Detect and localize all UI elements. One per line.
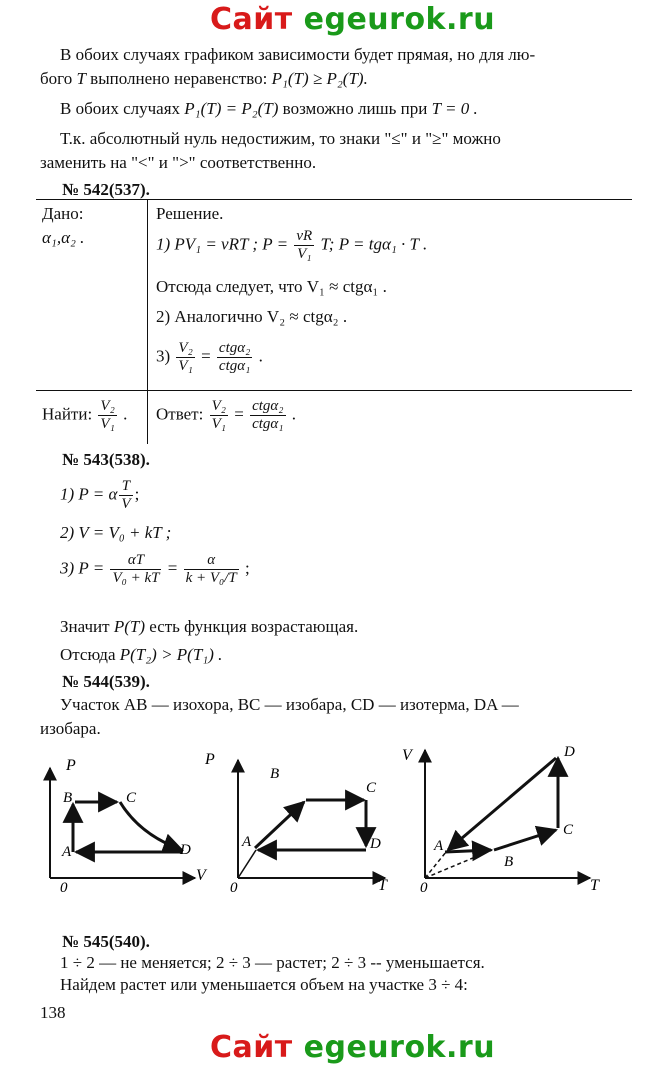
para1-line1: В обоих случаях графиком зависимости будет прямая, но для лю- — [60, 45, 536, 64]
graph1-y-label: P — [66, 757, 76, 774]
p544-line2: изобара. — [40, 719, 101, 738]
p544-graphs — [30, 740, 630, 910]
graph-2 — [204, 751, 388, 896]
para3-line2: заменить на "<" и ">" соответственно. — [40, 153, 317, 172]
graph-1 — [50, 757, 208, 896]
page-number: 138 — [40, 1003, 66, 1022]
graph3-ab — [445, 850, 491, 852]
graph2-y-label: P — [205, 751, 215, 768]
graph2-point-a: A — [242, 834, 252, 850]
para1-line2: бого T выполнено неравенство: P₁(T) ≥ P₂(T). — [40, 69, 368, 88]
graph2-point-d: D — [370, 836, 381, 852]
site-footer: Сайт egeurok.ru — [210, 1030, 496, 1065]
p542-step-from: Отсюда следует, что V₁ ≈ ctgα₁ . — [156, 277, 387, 296]
graph3-point-d: D — [564, 744, 575, 760]
graph1-x-label: V — [196, 867, 206, 884]
graph1-point-d: D — [180, 842, 191, 858]
p543-line1: 1) P = α $\frac{T}{V}$ ; — [60, 478, 140, 512]
p543-title: № 543(538). — [62, 450, 150, 469]
para2: В обоих случаях P₁(T) = P₂(T) возможно лишь при T = 0 . — [60, 99, 478, 118]
p544-line1: Участок АВ — изохора, ВС — изобара, CD — изотерма, DA — — [60, 695, 519, 714]
p542-top-rule — [36, 199, 632, 200]
graph1-point-a: A — [62, 844, 72, 860]
graph3-origin: 0 — [420, 880, 428, 896]
p542-step2: 2) Аналогично V₂ ≈ ctgα₂ . — [156, 307, 348, 326]
graph1-point-c: C — [126, 790, 137, 806]
graph1-point-b: B — [63, 790, 73, 806]
p545-line1: 1 ÷ 2 — не меняется; 2 ÷ 3 — растет; 2 ÷ 3 -- уменьшается. — [60, 953, 485, 972]
graph3-dash-a — [425, 852, 446, 878]
p542-solution-label: Решение. — [156, 204, 224, 223]
graph3-bc — [494, 830, 556, 850]
para3-line1: Т.к. абсолютный нуль недостижим, то знаки "≤" и "≥" можно — [60, 129, 501, 148]
graph2-origin: 0 — [230, 880, 238, 896]
p542-answer: Ответ: $\frac{\text{V₂}}{\text{V₁}}$ = $\frac{\text{ctgα₂}}{\text{ctgα₁}}$ . — [156, 398, 296, 432]
p543-from: Отсюда P(T₂) > P(T₁) . — [60, 645, 223, 664]
graph3-point-b: B — [504, 854, 514, 870]
p544-title: № 544(539). — [62, 672, 150, 691]
p542-given-label: Дано: — [42, 204, 84, 223]
graph2-point-c: C — [366, 780, 377, 796]
graph3-y-label: V — [402, 747, 412, 764]
graph2-x-label: T — [378, 877, 387, 894]
graph1-origin: 0 — [60, 880, 68, 896]
graph2-origin-ray — [238, 850, 256, 878]
graph2-ab — [255, 802, 304, 848]
graph1-cd — [120, 802, 182, 850]
graph-3 — [402, 744, 600, 896]
p543-conclusion: Значит P(T) есть функция возрастающая. — [60, 617, 359, 636]
graph3-point-c: C — [563, 822, 574, 838]
p542-mid-rule — [36, 390, 632, 391]
p542-given-value: α₁,α₂ . — [42, 228, 85, 247]
p545-title: № 545(540). — [62, 932, 150, 951]
graph3-x-label: T — [590, 877, 599, 894]
p545-line2: Найдем растет или уменьшается объем на участке 3 ÷ 4: — [60, 975, 468, 994]
p542-vertical-rule — [147, 199, 148, 444]
p542-title: № 542(537). — [62, 180, 150, 199]
graph3-point-a: A — [434, 838, 444, 854]
p543-line2: 2) V = V₀ + kT ; — [60, 523, 172, 542]
p543-line3: 3) P = $\frac{\alpha T}{\text{V₀ + kT}}$ = $\frac{\alpha}{\text{k + V₀/T}}$ ; — [60, 552, 250, 586]
graph3-dash-b — [425, 850, 492, 878]
p542-step3: 3) $\frac{\text{V₂}}{\text{V₁}}$ = $\frac{\text{ctgα₂}}{\text{ctgα₁}}$ . — [156, 340, 263, 374]
site-header: Сайт egeurok.ru — [210, 2, 496, 37]
graph2-point-b: B — [270, 766, 280, 782]
p542-step1: 1) PV₁ = νRT ; P = $\frac{\nu R}{\text{V₁}}$ T; P = tgα₁ · T . — [156, 228, 428, 262]
p542-find: Найти: $\frac{\text{V₂}}{\text{V₁}}$ . — [42, 398, 128, 432]
